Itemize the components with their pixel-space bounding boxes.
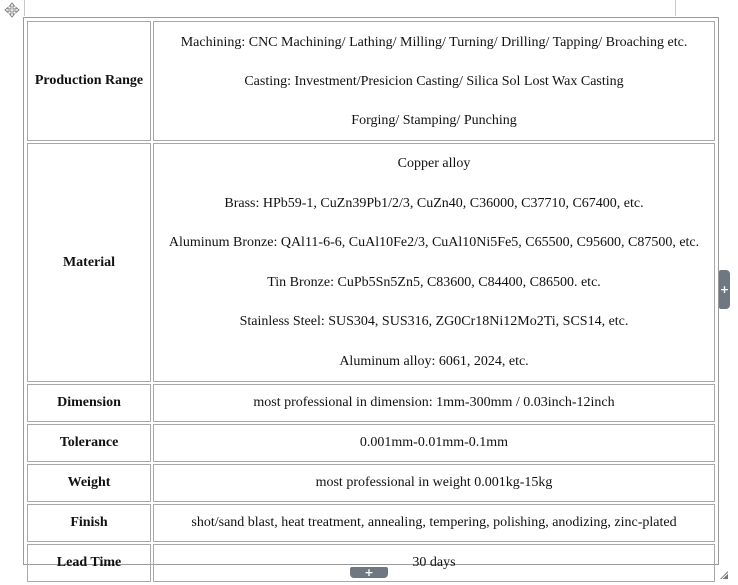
- value-line: Tin Bronze: CuPb5Sn5Zn5, C83600, C84400, C86500. etc.: [267, 274, 601, 290]
- row-value-lead-time[interactable]: 30 days: [153, 544, 715, 582]
- table-resize-handle[interactable]: [719, 567, 729, 577]
- table-column-guide: [24, 0, 25, 16]
- specification-table: [25, 19, 717, 584]
- value-line: Brass: HPb59-1, CuZn39Pb1/2/3, CuZn40, C36000, C37710, C67400, etc.: [224, 195, 644, 211]
- table-row: [27, 143, 715, 382]
- value-line: Machining: CNC Machining/ Lathing/ Milling/ Turning/ Drilling/ Tapping/ Broaching etc.: [180, 34, 688, 50]
- value-line: Stainless Steel: SUS304, SUS316, ZG0Cr18Ni12Mo2Ti, SCS14, etc.: [239, 314, 629, 329]
- table-row: [27, 424, 715, 462]
- value-line: Aluminum Bronze: QAl11-6-6, CuAl10Fe2/3, CuAl10Ni5Fe5, C65500, C95600, C87500, etc.: [168, 235, 700, 250]
- row-value-tolerance[interactable]: 0.001mm-0.01mm-0.1mm: [153, 424, 715, 462]
- row-value-weight[interactable]: most professional in weight 0.001kg-15kg: [153, 464, 715, 502]
- plus-icon: +: [364, 566, 374, 579]
- row-value-dimension[interactable]: most professional in dimension: 1mm-300mm / 0.03inch-12inch: [153, 384, 715, 422]
- move-icon: [4, 2, 20, 18]
- row-label-weight[interactable]: Weight: [27, 464, 151, 502]
- value-line: Copper alloy: [397, 156, 471, 171]
- row-label-tolerance[interactable]: Tolerance: [27, 424, 151, 462]
- row-label-production-range[interactable]: Production Range: [27, 21, 151, 141]
- value-line: Casting: Investment/Presicion Casting/ Silica Sol Lost Wax Casting: [244, 73, 624, 89]
- value-line: Aluminum alloy: 6061, 2024, etc.: [339, 353, 529, 369]
- table-row: [27, 384, 715, 422]
- row-value-finish[interactable]: shot/sand blast, heat treatment, annealing, tempering, polishing, anodizing, zinc-plated: [153, 504, 715, 542]
- row-label-lead-time[interactable]: Lead Time: [27, 544, 151, 582]
- row-label-dimension[interactable]: Dimension: [27, 384, 151, 422]
- row-value-material[interactable]: [153, 143, 715, 382]
- table-row: [27, 21, 715, 141]
- table-move-handle[interactable]: [4, 2, 20, 18]
- table-column-guide-right: [675, 0, 676, 16]
- resize-grip-icon: [719, 570, 729, 580]
- add-column-button[interactable]: [719, 270, 730, 309]
- plus-icon: +: [719, 283, 730, 296]
- row-label-finish[interactable]: Finish: [27, 504, 151, 542]
- add-row-button[interactable]: [350, 567, 388, 578]
- value-line: Forging/ Stamping/ Punching: [351, 112, 517, 128]
- row-value-production-range[interactable]: [153, 21, 715, 141]
- table-row: [27, 504, 715, 542]
- row-label-material[interactable]: Material: [27, 143, 151, 382]
- table-row: [27, 464, 715, 502]
